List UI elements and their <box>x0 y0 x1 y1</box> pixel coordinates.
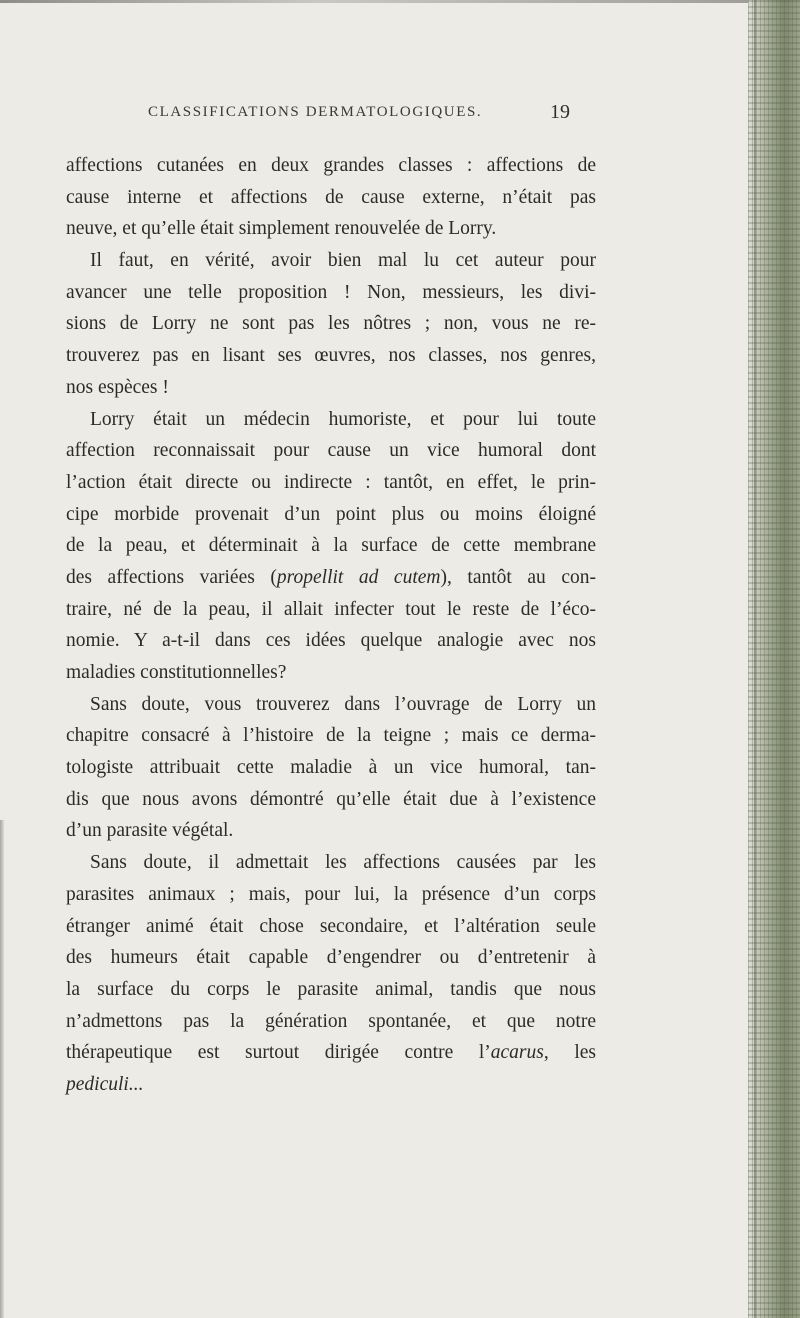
text-segment: des affections variées ( <box>66 566 277 588</box>
text-line: affections cutanées en deux grandes classes : affections de <box>66 155 596 176</box>
text-line: cause interne et affections de cause externe, n’était pas <box>66 186 596 208</box>
text-line: traire, né de la peau, il allait infecter tout le reste de l’éco- <box>66 598 596 620</box>
running-title: CLASSIFICATIONS DERMATOLOGIQUES. <box>148 104 483 120</box>
left-edge-shadow <box>0 820 4 1318</box>
text-line: tologiste attribuait cette maladie à un vice humoral, tan- <box>66 757 596 779</box>
text-segment: ), tantôt au con- <box>440 566 596 588</box>
body-text <box>66 150 596 1101</box>
text-line: maladies constitutionnelles? <box>66 662 287 683</box>
text-line: neuve, et qu’elle était simplement renouvelée de Lorry. <box>66 218 497 240</box>
text-line: trouverez pas en lisant ses œuvres, nos classes, nos genres, <box>66 345 596 367</box>
text-line: n’admettons pas la génération spontanée, et que notre <box>66 1010 596 1032</box>
text-line: la surface du corps le parasite animal, tandis que nous <box>66 978 596 1000</box>
italic-phrase: acarus <box>490 1042 544 1064</box>
text-line: d’un parasite végétal. <box>66 820 234 842</box>
text-line: des humeurs était capable d’engendrer ou d’entretenir à <box>66 947 596 969</box>
text-segment: thérapeutique est surtout dirigée contre l’ <box>66 1042 491 1064</box>
text-line: dis que nous avons démontré qu’elle était due à l’existence <box>66 788 596 810</box>
text-line: l’action était directe ou indirecte : tantôt, en effet, le prin- <box>66 471 596 493</box>
text-line-with-italic <box>66 1037 596 1069</box>
text-line: affection reconnaissait pour cause un vice humoral dont <box>66 440 596 462</box>
text-line: nos espèces ! <box>66 376 169 398</box>
text-line: de la peau, et déterminait à la surface de cette membrane <box>66 535 596 557</box>
top-edge <box>0 0 800 3</box>
text-line: Sans doute, il admettait les affections causées par les <box>90 852 596 874</box>
text-line: cipe morbide provenait d’un point plus ou moins éloigné <box>66 503 596 525</box>
italic-line: pediculi... <box>66 1073 144 1095</box>
text-line: nomie. Y a-t-il dans ces idées quelque analogie avec nos <box>66 630 596 652</box>
page-number: 19 <box>550 101 570 123</box>
text-segment: , les <box>543 1042 597 1064</box>
page-binding-edge <box>748 0 800 1318</box>
page-header <box>66 101 570 134</box>
text-line: chapitre consacré à l’histoire de la teigne ; mais ce derma- <box>66 725 596 747</box>
text-line: avancer une telle proposition ! Non, messieurs, les divi- <box>66 281 596 303</box>
text-line-with-italic <box>66 562 596 594</box>
text-line: parasites animaux ; mais, pour lui, la présence d’un corps <box>66 883 596 905</box>
italic-phrase: propellit ad cutem <box>276 566 441 588</box>
text-line: sions de Lorry ne sont pas les nôtres ; non, vous ne re- <box>66 313 596 335</box>
text-line: Il faut, en vérité, avoir bien mal lu cet auteur pour <box>90 250 596 272</box>
text-line: Sans doute, vous trouverez dans l’ouvrage de Lorry un <box>90 693 596 715</box>
text-line: Lorry était un médecin humoriste, et pour lui toute <box>90 408 596 430</box>
text-line: étranger animé était chose secondaire, et l’altération seule <box>66 915 596 937</box>
